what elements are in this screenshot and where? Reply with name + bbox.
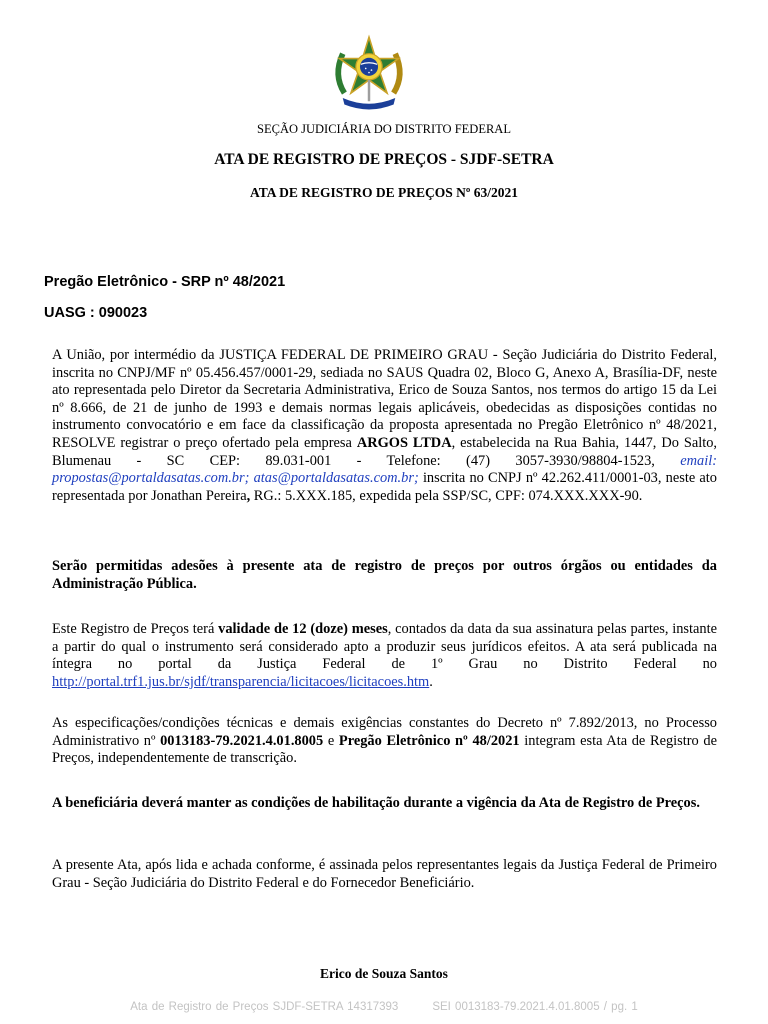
portal-link[interactable]: http://portal.trf1.jus.br/sjdf/transparencia/licitacoes/licitacoes.htm xyxy=(52,673,430,690)
email-addresses[interactable]: email: propostas@portaldasatas.com.br; atas@portaldasatas.com.br; xyxy=(52,452,717,487)
document-title: ATA DE REGISTRO DE PREÇOS - SJDF-SETRA xyxy=(214,151,554,168)
section-name: SEÇÃO JUDICIÁRIA DO DISTRITO FEDERAL xyxy=(257,122,511,136)
spec-text-c: integram esta Ata de Registro de Preços, independentemente de transcrição. xyxy=(52,732,717,767)
brazil-coat-of-arms-icon xyxy=(328,34,410,116)
paragraph-specifications xyxy=(52,715,717,768)
spec-text-b: e xyxy=(323,732,339,749)
signer-name: Erico de Souza Santos xyxy=(320,966,448,981)
spec-text-a: As especificações/condições técnicas e demais exigências constantes do Decreto nº 7.892/2013, no Processo Administrativo nº xyxy=(52,715,717,749)
company-name: ARGOS LTDA xyxy=(356,434,452,451)
intro-text-b: , estabelecida na Rua Bahia, 1447, Do Salto, Blumenau - SC CEP: 89.031-001 - Telefone: (47) 3057-3930/98804-1523, xyxy=(52,434,718,469)
paragraph-signature-statement: A presente Ata, após lida e achada conforme, é assinada pelos representantes legais da Justiça Federal de Primeiro Grau - Seção Judiciária do Distrito Federal e do Fornecedor Beneficiário. xyxy=(52,857,717,891)
intro-text-a: A União, por intermédio da JUSTIÇA FEDERAL DE PRIMEIRO GRAU - Seção Judiciária do Distrito Federal, inscrita no CNPJ/MF nº 05.456.457/0001-29, sediada no SAUS Quadra 02, Bloco G, Anexo A, Brasília-DF, neste ato representada pelo Diretor da Secretaria Administrativa, Erico de Souza Santos, nos termos do artigo 15 da Lei nº 8.666, de 21 de junho de 1993 e demais normas legais aplicáveis, obedecidas as disposições contidas no instrumento convocatório e em face da classificação da proposta apresentada no Pregão Eletrônico nº 48/2021, RESOLVE registrar o preço ofertado pela empresa xyxy=(52,347,717,451)
paragraph-habilitation: A beneficiária deverá manter as condições de habilitação durante a vigência da Ata de Registro de Preços. xyxy=(52,795,700,811)
validity-text-b: , contados da data da sua assinatura pelas partes, instante a partir do qual o instrumento será considerado apto a produzir seus jurídicos efeitos. A ata será publicada na íntegra no portal da Justiça Federal de 1º Grau no Distrito Federal no xyxy=(52,621,717,673)
uasg-heading: UASG : 090023 xyxy=(44,305,148,321)
page-footer xyxy=(0,1001,768,1013)
validity-text-c: . xyxy=(429,673,433,690)
pregao-reference: Pregão Eletrônico nº 48/2021 xyxy=(338,732,520,749)
paragraph-intro xyxy=(52,347,717,505)
pregao-heading: Pregão Eletrônico - SRP nº 48/2021 xyxy=(44,274,286,290)
footer-page-number: SEI 0013183-79.2021.4.01.8005 / pg. 1 xyxy=(432,1001,638,1013)
paragraph-adhesions: Serão permitidas adesões à presente ata de registro de preços por outros órgãos ou entidades da Administração Pública. xyxy=(52,558,717,592)
intro-text-c: inscrita no CNPJ nº 42.262.411/0001-03, neste ato representada por Jonathan Pereira xyxy=(52,470,717,504)
footer-document-id: Ata de Registro de Preços SJDF-SETRA 14317393 xyxy=(130,1001,399,1013)
paragraph-validity xyxy=(52,621,717,691)
process-number: 0013183-79.2021.4.01.8005 xyxy=(160,732,324,749)
validity-term: validade de 12 (doze) meses xyxy=(218,621,388,637)
document-subtitle: ATA DE REGISTRO DE PREÇOS Nº 63/2021 xyxy=(250,185,518,200)
validity-text-a: Este Registro de Preços terá xyxy=(52,621,219,637)
intro-comma: , xyxy=(246,487,251,504)
intro-text-d: RG.: 5.XXX.185, expedida pela SSP/SC, CPF: 074.XXX.XXX-90. xyxy=(250,487,643,504)
